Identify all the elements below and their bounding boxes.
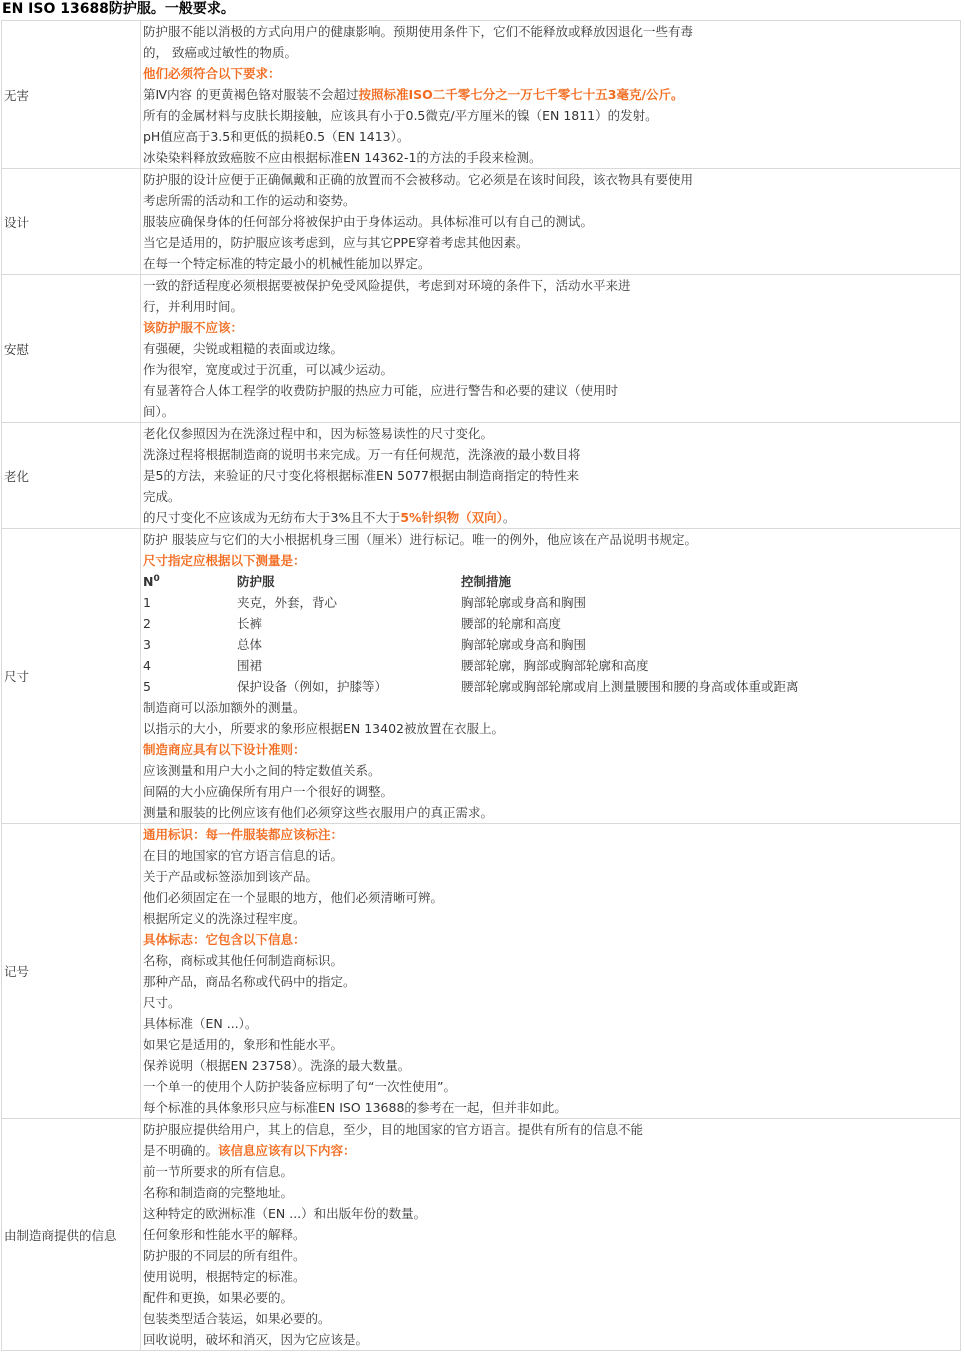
- line-text: 名称，商标或其他任何制造商标识。: [143, 953, 344, 968]
- text-line: [143, 147, 958, 168]
- text-line: [143, 1013, 958, 1034]
- line-text: 他们必须符合以下要求：: [143, 66, 281, 81]
- line-text: 前一节所要求的所有信息。: [143, 1164, 294, 1179]
- section-label: 记号: [2, 824, 141, 1119]
- text-line: [143, 1182, 958, 1203]
- line-text: 有显著符合人体工程学的收费防护服的热应力可能，应进行警告和必要的建议（使用时: [143, 383, 619, 398]
- line-text: 根据所定义的洗涤过程牢度。: [143, 911, 306, 926]
- line-text: 制造商应具有以下设计准则：: [143, 742, 306, 757]
- text-line: [143, 1076, 958, 1097]
- text-line: [143, 1203, 958, 1224]
- section-row: [2, 169, 961, 275]
- line-suffix: 。: [502, 510, 516, 525]
- row-measure: 腰部轮廓，胸部或胸部轮廓和高度: [461, 658, 649, 673]
- line-text: 制造商可以添加额外的测量。: [143, 700, 306, 715]
- text-line: [143, 760, 958, 781]
- line-text: 当它是适用的，防护服应该考虑到，应与其它PPE穿着考虑其他因素。: [143, 235, 529, 250]
- line-text: 一致的舒适程度必须根据要被保护免受风险提供，考虑到对环境的条件下，活动水平来进: [143, 278, 631, 293]
- text-line: [143, 802, 958, 823]
- text-line: [143, 296, 958, 317]
- line-text: 的， 致癌或过敏性的物质。: [143, 45, 297, 60]
- line-text: 测量和服装的比例应该有他们必须穿这些衣服用户的真正需求。: [143, 805, 494, 820]
- header-measure: 控制措施: [461, 574, 512, 589]
- line-text: 防护服的设计应便于正确佩戴和正确的放置而不会被移动。它必须是在该时间段，该衣物具有要使用: [143, 172, 694, 187]
- text-line: [143, 1308, 958, 1329]
- text-line: [143, 1097, 958, 1118]
- line-text: 行，并利用时间。: [143, 299, 244, 314]
- text-line: [143, 1140, 958, 1161]
- text-line: [143, 444, 958, 465]
- line-text: 防护 服装应与它们的大小根据机身三围（厘米）进行标记。唯一的例外，他应该在产品说明书规定。: [143, 532, 697, 547]
- line-text: 关于产品或标签添加到该产品。: [143, 869, 319, 884]
- line-text: 具体标志：它包含以下信息：: [143, 932, 306, 947]
- text-line: [143, 253, 958, 274]
- highlight-line: [143, 550, 958, 571]
- row-garment: 保护设备（例如，护膝等）: [237, 679, 388, 694]
- text-line: [143, 1287, 958, 1308]
- line-highlight: 5%针织物（双向）: [400, 510, 503, 525]
- text-line: [143, 507, 958, 528]
- text-line: [143, 1224, 958, 1245]
- section-row: [2, 275, 961, 423]
- text-line: [143, 359, 958, 380]
- row-garment: 围裙: [237, 658, 263, 673]
- text-line: [143, 465, 958, 486]
- line-text: 的尺寸变化不应该成为无纺布大于3%且不大于: [143, 510, 401, 525]
- line-text: 应该测量和用户大小之间的特定数值关系。: [143, 763, 381, 778]
- row-garment: 夹克，外套，背心: [237, 595, 338, 610]
- text-line: [143, 232, 958, 253]
- text-line: [143, 1266, 958, 1287]
- section-row: [2, 824, 961, 1119]
- header-number-sup: 0: [153, 573, 160, 584]
- row-garment: 总体: [237, 637, 263, 652]
- row-measure: 腰部的轮廓和高度: [461, 616, 562, 631]
- text-line: [143, 781, 958, 802]
- text-line: [143, 169, 958, 190]
- line-text: 防护服的不同层的所有组件。: [143, 1248, 306, 1263]
- line-text: 第Ⅳ内容 的更黄褐色铬对服装不会超过: [143, 87, 359, 102]
- highlight-line: [143, 824, 958, 845]
- row-number: 4: [143, 658, 151, 673]
- highlight-line: [143, 929, 958, 950]
- header-number-text: N: [143, 574, 154, 589]
- section-content: [141, 824, 961, 1119]
- line-text: 他们必须固定在一个显眼的地方，他们必须清晰可辨。: [143, 890, 444, 905]
- line-text: 防护服应提供给用户，其上的信息，至少，目的地国家的官方语言。提供有所有的信息不能: [143, 1122, 644, 1137]
- line-text: 每个标准的具体象形只应与标准EN ISO 13688的参考在一起，但并非如此。: [143, 1100, 567, 1115]
- line-text: pH值应高于3.5和更低的损耗0.5（EN 1413）。: [143, 129, 410, 144]
- line-text: 洗涤过程将根据制造商的说明书来完成。万一有任何规范，洗涤液的最小数目将: [143, 447, 581, 462]
- text-line: [143, 992, 958, 1013]
- line-text: 所有的金属材料与皮肤长期接触，应该具有小于0.5微克/平方厘米的镍（EN 1811）的发射。: [143, 108, 658, 123]
- highlight-line: [143, 317, 958, 338]
- row-measure: 胸部轮廓或身高和胸围: [461, 595, 587, 610]
- line-highlight: 该信息应该有以下内容：: [218, 1143, 356, 1158]
- section-content: [141, 529, 961, 824]
- section-content: [141, 423, 961, 529]
- highlight-line: [143, 739, 958, 760]
- line-text: 回收说明，破坏和消灭，因为它应该是。: [143, 1332, 369, 1347]
- section-label: 尺寸: [2, 529, 141, 824]
- section-label: 老化: [2, 423, 141, 529]
- size-table-header: [143, 571, 799, 592]
- line-text: 作为很窄，宽度或过于沉重，可以减少运动。: [143, 362, 394, 377]
- line-text: 以指示的大小，所要求的象形应根据EN 13402被放置在衣服上。: [143, 721, 504, 736]
- header-number: [143, 571, 237, 592]
- row-measure: 腰部轮廓或胸部轮廓或肩上测量腰围和腰的身高或体重或距离: [461, 679, 799, 694]
- line-text: 在目的地国家的官方语言信息的话。: [143, 848, 344, 863]
- text-line: [143, 1055, 958, 1076]
- line-text: 是5的方法，来验证的尺寸变化将根据标准EN 5077根据由制造商指定的特性来: [143, 468, 579, 483]
- text-line: [143, 401, 958, 422]
- line-text: 那种产品，商品名称或代码中的指定。: [143, 974, 356, 989]
- text-line: [143, 529, 958, 550]
- line-text: 有强硬，尖锐或粗糙的表面或边缘。: [143, 341, 344, 356]
- row-measure: 胸部轮廓或身高和胸围: [461, 637, 587, 652]
- line-text: 通用标识：每一件服装都应该标注：: [143, 827, 344, 842]
- text-line: [143, 1034, 958, 1055]
- line-text: 是不明确的。: [143, 1143, 219, 1158]
- line-text: 名称和制造商的完整地址。: [143, 1185, 294, 1200]
- line-text: 尺寸指定应根据以下测量是：: [143, 553, 306, 568]
- line-text: 使用说明，根据特定的标准。: [143, 1269, 306, 1284]
- size-table-row: [143, 613, 799, 634]
- text-line: [143, 126, 958, 147]
- text-line: [143, 866, 958, 887]
- section-row: [2, 21, 961, 169]
- row-number: 5: [143, 679, 151, 694]
- line-text: 包装类型适合装运，如果必要的。: [143, 1311, 331, 1326]
- size-table-row: [143, 592, 799, 613]
- size-table: [143, 571, 799, 697]
- header-garment: 防护服: [237, 574, 275, 589]
- section-row: [2, 529, 961, 824]
- section-row: [2, 423, 961, 529]
- line-highlight: 按照标准ISO二千零七分之一万七千零七十五3毫克/公斤。: [358, 87, 684, 102]
- line-text: 考虑所需的活动和工作的运动和姿势。: [143, 193, 356, 208]
- line-text: 尺寸。: [143, 995, 181, 1010]
- text-line: [143, 338, 958, 359]
- section-row: [2, 1119, 961, 1351]
- text-line: [143, 21, 958, 42]
- text-line: [143, 380, 958, 401]
- text-line: [143, 908, 958, 929]
- line-text: 该防护服不应该：: [143, 320, 244, 335]
- line-text: 如果它是适用的，象形和性能水平。: [143, 1037, 344, 1052]
- section-content: [141, 1119, 961, 1351]
- line-text: 防护服不能以消极的方式向用户的健康影响。预期使用条件下，它们不能释放或释放因退化一些有毒: [143, 24, 694, 39]
- page-title: EN ISO 13688防护服。一般要求。: [2, 1, 235, 17]
- line-text: 间）。: [143, 404, 175, 419]
- requirements-table: [1, 20, 961, 1351]
- line-text: 任何象形和性能水平的解释。: [143, 1227, 306, 1242]
- size-table-row: [143, 676, 799, 697]
- line-text: 老化仅参照因为在洗涤过程中和，因为标签易读性的尺寸变化。: [143, 426, 494, 441]
- highlight-line: [143, 63, 958, 84]
- text-line: [143, 486, 958, 507]
- line-text: 服装应确保身体的任何部分将被保护由于身体运动。具体标准可以有自己的测试。: [143, 214, 594, 229]
- text-line: [143, 971, 958, 992]
- text-line: [143, 950, 958, 971]
- line-text: 一个单一的使用个人防护装备应标明了句“一次性使用”。: [143, 1079, 456, 1094]
- row-number: 3: [143, 637, 151, 652]
- text-line: [143, 211, 958, 232]
- section-content: [141, 275, 961, 423]
- line-text: 间隔的大小应确保所有用户一个很好的调整。: [143, 784, 394, 799]
- size-table-row: [143, 634, 799, 655]
- text-line: [143, 1245, 958, 1266]
- text-line: [143, 1161, 958, 1182]
- section-label: 无害: [2, 21, 141, 169]
- line-text: 在每一个特定标准的特定最小的机械性能加以界定。: [143, 256, 431, 271]
- text-line: [143, 275, 958, 296]
- text-line: [143, 718, 958, 739]
- line-text: 具体标准（EN ...）。: [143, 1016, 258, 1031]
- text-line: [143, 42, 958, 63]
- text-line: [143, 845, 958, 866]
- text-line: [143, 1329, 958, 1350]
- text-line: [143, 887, 958, 908]
- row-garment: 长裤: [237, 616, 263, 631]
- text-line: [143, 1119, 958, 1140]
- text-line: [143, 190, 958, 211]
- line-text: 完成。: [143, 489, 181, 504]
- section-content: [141, 169, 961, 275]
- line-text: 保养说明（根据EN 23758）。洗涤的最大数量。: [143, 1058, 411, 1073]
- text-line: [143, 697, 958, 718]
- section-label: 安慰: [2, 275, 141, 423]
- line-text: 冰染染料释放致癌胺不应由根据标准EN 14362-1的方法的手段来检测。: [143, 150, 542, 165]
- section-label: 设计: [2, 169, 141, 275]
- text-line: [143, 423, 958, 444]
- row-number: 1: [143, 595, 151, 610]
- line-text: 这种特定的欧洲标准（EN ...）和出版年份的数量。: [143, 1206, 427, 1221]
- size-table-row: [143, 655, 799, 676]
- text-line: [143, 105, 958, 126]
- text-line: [143, 84, 958, 105]
- row-number: 2: [143, 616, 151, 631]
- section-label: 由制造商提供的信息: [2, 1119, 141, 1351]
- line-text: 配件和更换，如果必要的。: [143, 1290, 294, 1305]
- section-content: [141, 21, 961, 169]
